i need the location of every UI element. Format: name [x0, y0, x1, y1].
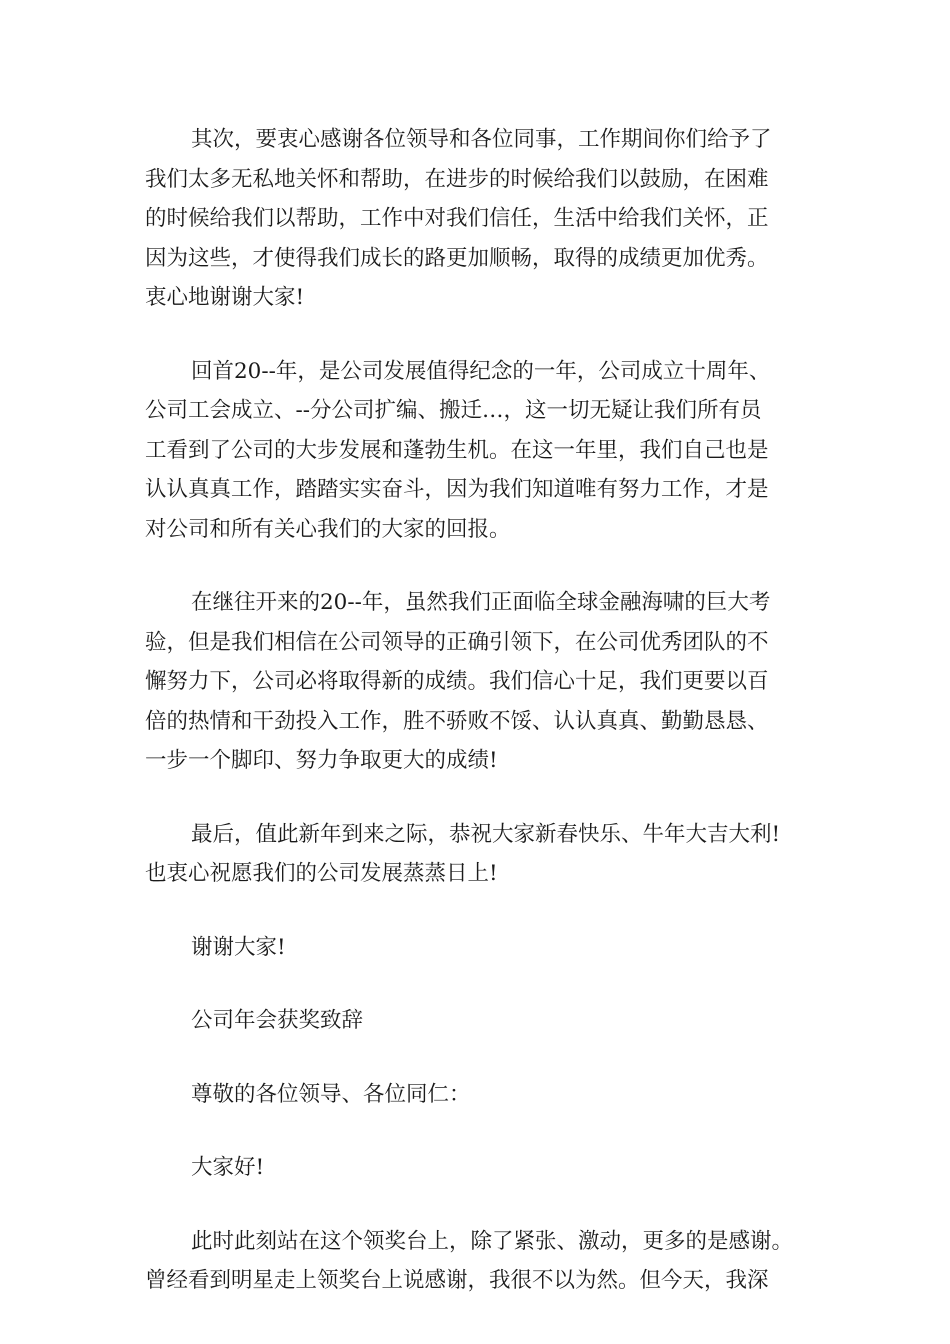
- text-line: 我们太多无私地关怀和帮助，在进步的时候给我们以鼓励，在困难: [145, 166, 769, 192]
- text-line: 公司工会成立、--分公司扩编、搬迁…，这一切无疑让我们所有员: [145, 398, 762, 423]
- text-line: 曾经看到明星走上领奖台上说感谢，我很不以为然。但今天，我深: [145, 1268, 769, 1293]
- paragraph-looking-back: [145, 352, 807, 550]
- paragraph-looking-forward: [145, 583, 807, 781]
- document-page: [145, 120, 807, 1301]
- paragraph-award-speech: [145, 1222, 807, 1301]
- text-line: 回首20--年，是公司发展值得纪念的一年，公司成立十周年、: [191, 358, 771, 384]
- text-line: 因为这些，才使得我们成长的路更加顺畅，取得的成绩更加优秀。: [145, 245, 769, 271]
- text-line: 衷心地谢谢大家!: [145, 285, 305, 310]
- text-line: 一步一个脚印、努力争取更大的成绩!: [145, 748, 498, 773]
- text-line: 其次，要衷心感谢各位领导和各位同事，工作期间你们给予了: [191, 127, 772, 152]
- text-line: 此时此刻站在这个领奖台上，除了紧张、激动，更多的是感谢。: [191, 1228, 794, 1254]
- text-line: 认认真真工作，踏踏实实奋斗，因为我们知道唯有努力工作，才是: [145, 477, 769, 502]
- text-line: 工看到了公司的大步发展和蓬勃生机。在这一年里，我们自己也是: [145, 437, 769, 463]
- text-line: 验，但是我们相信在公司领导的正确引领下，在公司优秀团队的不: [145, 629, 769, 655]
- closing-thanks: 谢谢大家!: [191, 934, 286, 960]
- text-line: 在继往开来的20--年，虽然我们正面临全球金融海啸的巨大考: [191, 590, 771, 615]
- salutation: 尊敬的各位领导、各位同仁：: [191, 1081, 471, 1107]
- greeting: 大家好!: [191, 1155, 265, 1180]
- text-line: 最后，值此新年到来之际，恭祝大家新春快乐、牛年大吉大利!: [191, 821, 781, 847]
- text-line: 的时候给我们以帮助，工作中对我们信任，生活中给我们关怀，正: [145, 206, 769, 231]
- paragraph-thanks-colleagues: [145, 120, 807, 318]
- text-line: 也衷心祝愿我们的公司发展蒸蒸日上!: [145, 861, 498, 886]
- text-line: 对公司和所有关心我们的大家的回报。: [145, 516, 511, 542]
- text-line: 懈努力下，公司必将取得新的成绩。我们信心十足，我们更要以百: [145, 669, 769, 694]
- section-heading: 公司年会获奖致辞: [191, 1008, 364, 1033]
- text-line: 倍的热情和干劲投入工作，胜不骄败不馁、认认真真、勤勤恳恳、: [145, 708, 769, 734]
- paragraph-new-year-wishes: [145, 815, 807, 894]
